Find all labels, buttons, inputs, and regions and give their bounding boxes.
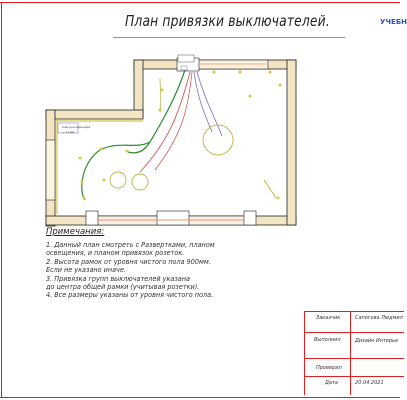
lamp-large [203,125,233,155]
performed-label: Выполнил [314,337,341,343]
dot [213,71,216,74]
lamps [110,125,233,190]
stamp-line [304,311,404,312]
note-line: 3. Привязка групп выключателей указана [46,273,190,283]
wall-step [46,110,143,119]
corner-tag: УЧЕБН [380,18,407,26]
column-bottom-left [86,211,98,225]
column-bottom-right [244,211,256,225]
performed-value: Дизайн Интерье [355,338,399,344]
dot [249,95,252,98]
stamp-line [304,358,404,359]
wall-upper-left [134,60,143,118]
switch-block-top [178,55,194,62]
note-line: 2. Высота рамок от уровня чистого пола 900мм. [46,256,211,266]
wire-olive-left [160,78,161,112]
dot [83,197,86,200]
checked-label: Проверил [316,365,342,371]
customer-value: Сапогова Людмил [355,315,403,321]
wire-olive-right [264,180,276,198]
customer-label: Заказчик [316,315,341,321]
wire-purple-1 [194,72,212,132]
window-top [198,60,268,69]
date-value: 20.04.2021 [355,380,384,386]
window-left [46,140,55,200]
stamp-line [304,311,305,395]
date-label: Дата [325,380,338,386]
wall-right [287,60,296,225]
switch-marker [181,66,187,70]
wire-green-main [82,70,185,200]
lamp-group-1 [110,172,126,188]
note-line: до центра общей рамки (учитывая розетки). [46,282,200,292]
legend-label-1: Клик для ориентира [62,125,91,129]
column-bottom-mid [157,211,189,225]
note-line: 4. Все размеры указаны от уровня чистого пола. [46,290,214,300]
stamp-line [304,332,404,333]
dot [81,181,84,184]
notes-list [46,241,233,300]
dot [269,71,272,74]
dot [161,89,164,92]
dot [103,179,106,182]
dot [279,84,282,87]
fixture-dots [79,71,282,200]
note-line: освещения, и планом привязок розеток. [46,248,185,258]
legend-label-2: — 1 клик [62,130,75,134]
notes-heading: Примечания: [46,227,105,237]
wiring [82,70,276,200]
note-line: 1. Данный план смотреть с Развертками, планом [46,240,215,249]
stamp-line [350,311,351,395]
title-block [304,311,404,395]
lamp-group-2 [132,174,148,190]
stamp-line [304,376,404,377]
dot [239,71,242,74]
page-title: План привязки выключателей. [125,12,330,30]
dot [100,148,103,151]
walls [46,60,296,226]
dot [126,150,129,153]
dot [159,109,162,112]
note-line: Если не указано иначе. [46,265,126,275]
dot [79,157,82,160]
dot [277,197,280,200]
openings [46,58,268,225]
